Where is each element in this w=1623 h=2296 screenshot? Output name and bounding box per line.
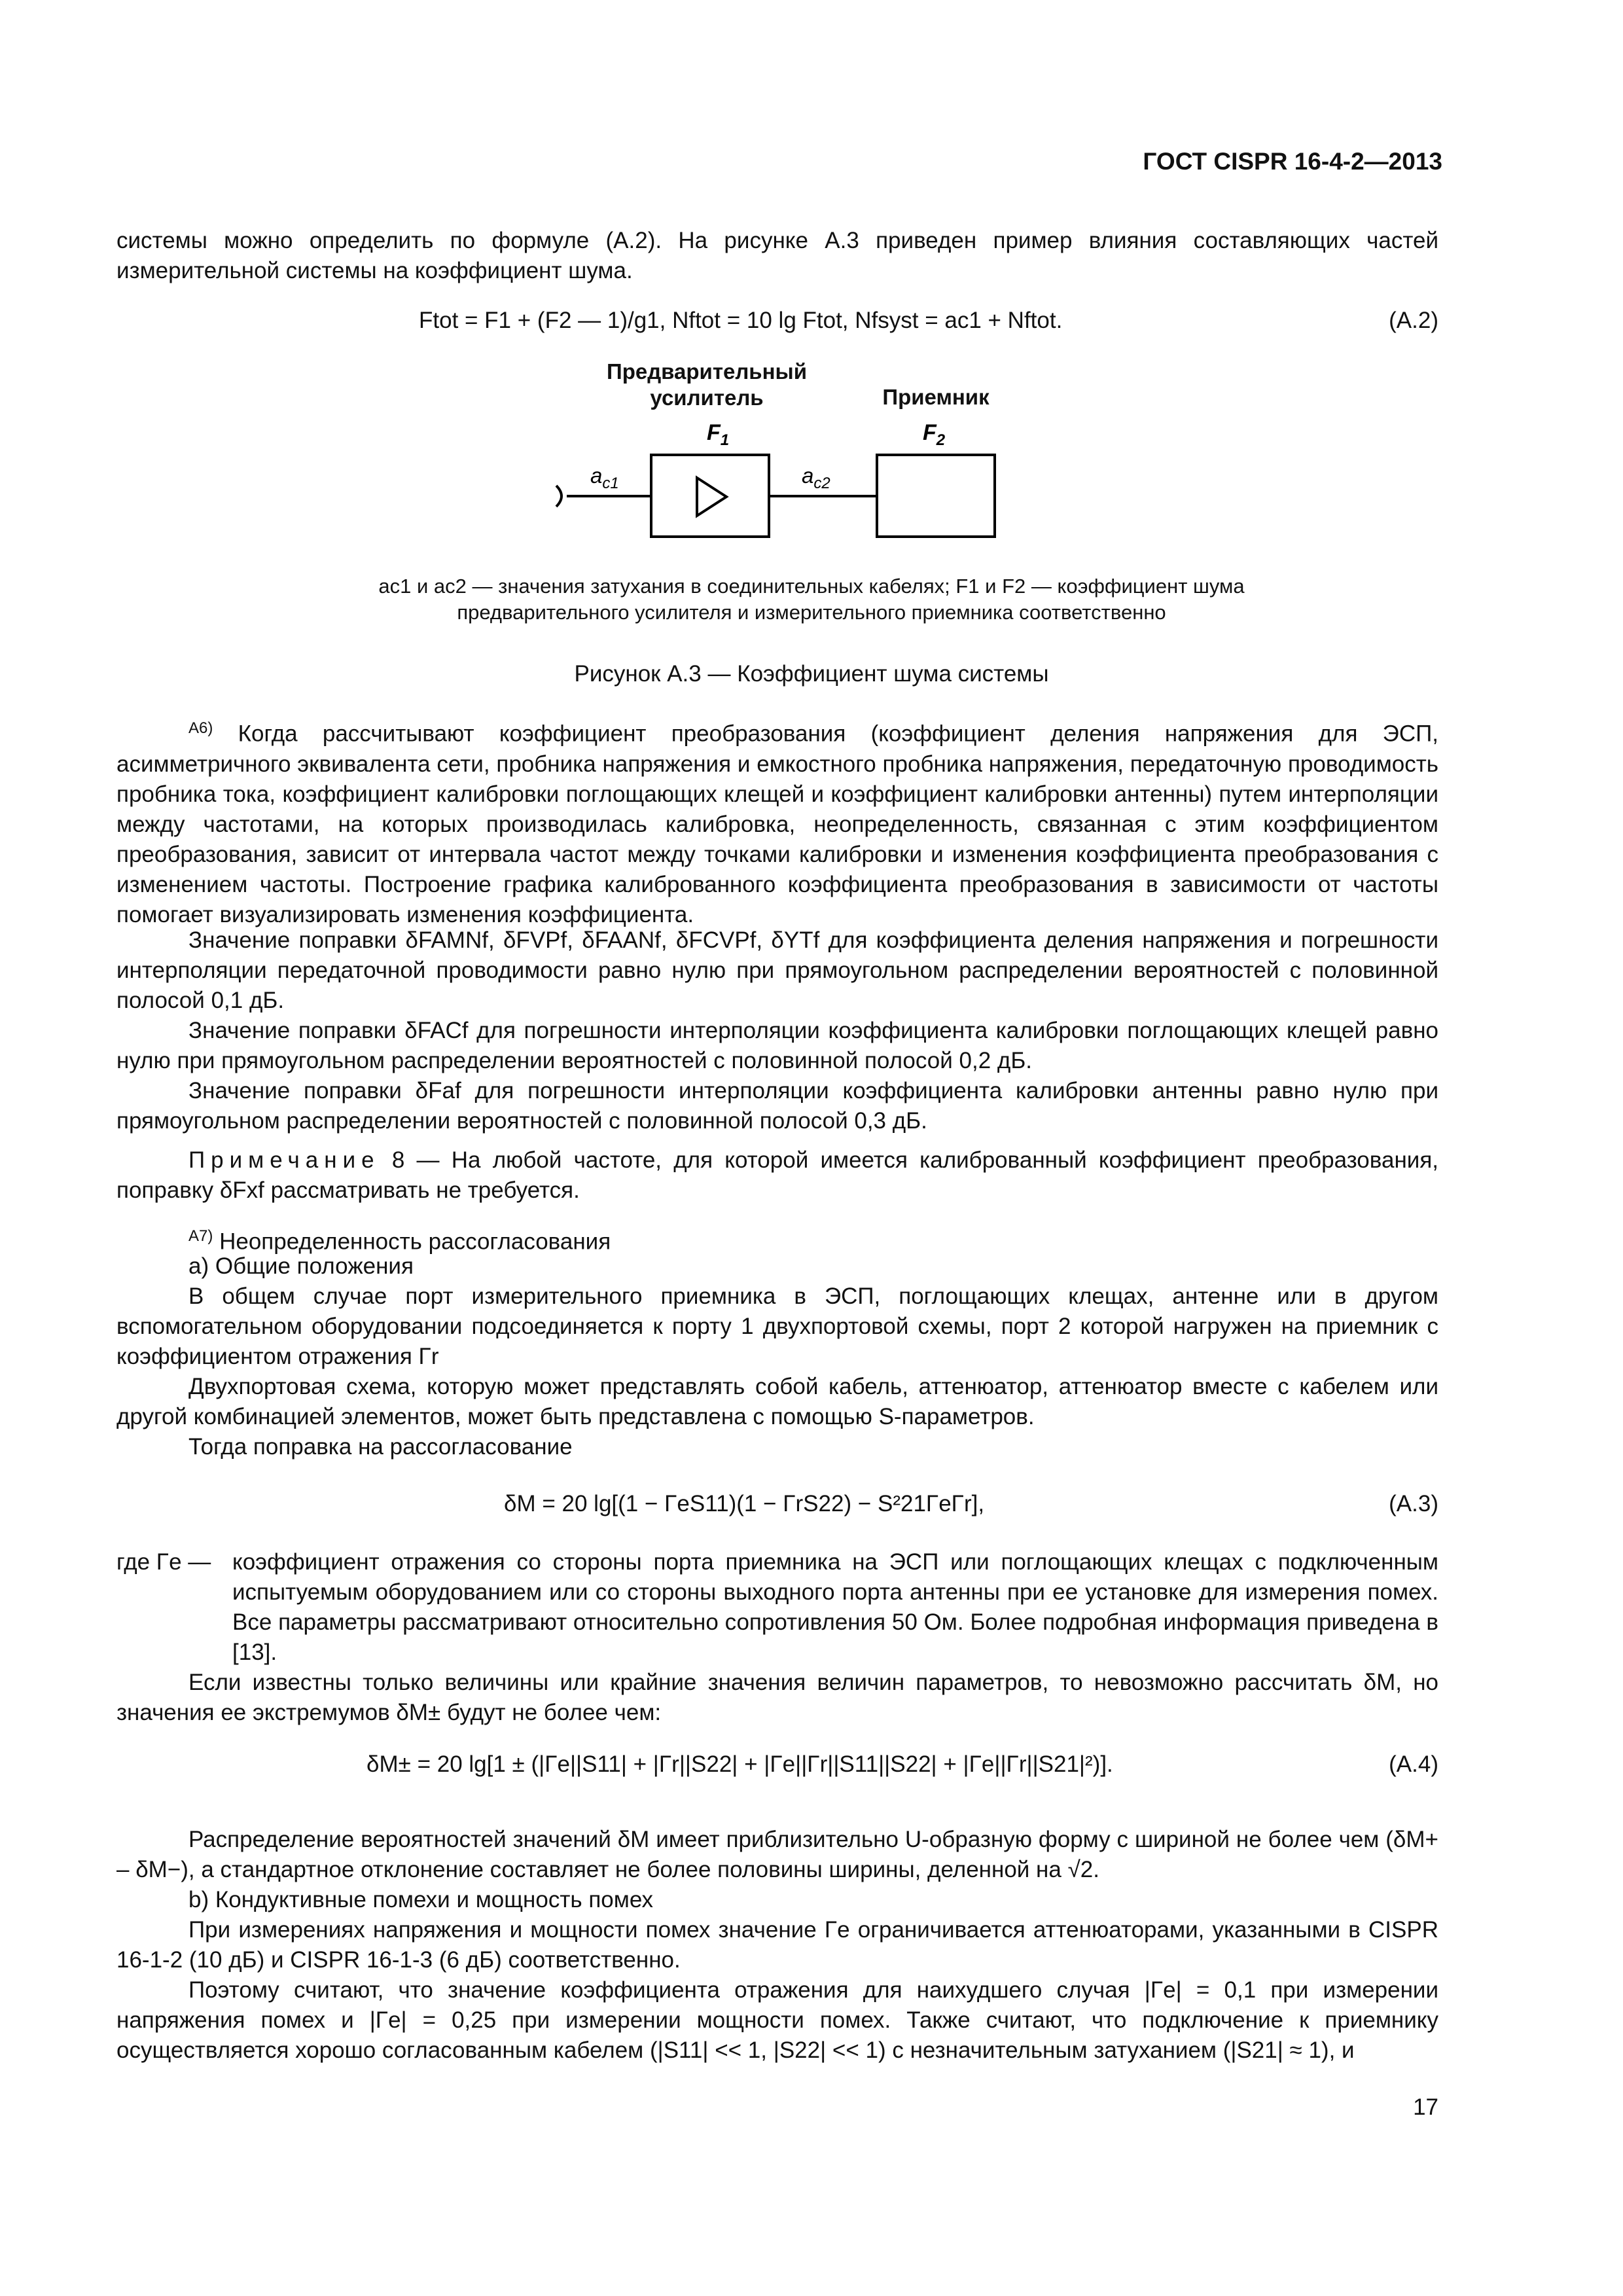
subsection-a-title: а) Общие положения [188,1253,414,1279]
a6-text: Когда рассчитывают коэффициент преобразования (коэффициент деления напряжения для ЭСП, асимметричного эквивалента сети, пробника напряжения и емкостного пробника напряжения, передаточную проводимость пробника тока, коэффициент калибровки поглощающих клещей и коэффициент калибровки антенны) путем интерполяции между частотами, на которых производилась калибровка, неопределенность, связанная с этим коэффициентом преобразования, зависит от интервала частот между точками калибровки и изменения коэффициента преобразования с изменением частоты. Построение графика калиброванного коэффициента преобразования в зависимости от частоты помогает визуализировать изменения коэффициента. [116,721,1438,927]
a6-marker: А6) [188,719,213,737]
equation-a4-number: (А.4) [1389,1751,1438,1777]
where-lead: где Γe — [116,1549,211,1575]
page-number: 17 [1413,2094,1438,2120]
a7-paragraph-3: Тогда поправка на рассогласование [188,1434,573,1460]
a6-paragraph-4: Значение поправки δFaf для погрешности интерполяции коэффициента калибровки антенны равно нулю при прямоугольном распределении вероятностей с половинной полосой 0,3 дБ. [116,1078,1438,1134]
note-text: 8 — На любой частоте, для которой имеется калиброванный коэффициент преобразования, поправку δFxf рассматривать не требуется. [116,1147,1438,1203]
section-b-paragraph-1: При измерениях напряжения и мощности помех значение Γe ограничивается аттенюаторами, указанными в CISPR 16-1-2 (10 дБ) и CISPR 16-1-3 (6 дБ) соответственно. [116,1917,1438,1973]
block-diagram [543,412,1041,543]
preamp-block [651,455,769,537]
figure-caption-line2: предварительного усилителя и измерительного приемника соответственно [457,601,1166,624]
a7-marker: А7) [188,1227,213,1245]
figure-title: Рисунок А.3 — Коэффициент шума системы [574,661,1049,687]
equation-a2: Ftot = F1 + (F2 — 1)/g1, Nftot = 10 lg Ftot, Nfsyst = ac1 + Nftot. [419,308,1063,333]
where-definition: коэффициент отражения со стороны порта приемника на ЭСП или поглощающих клещах с подключенным испытуемым оборудованием или со стороны выходного порта антенны при ее установке для измерения помех. Все параметры рассматривают относительно сопротивления 50 Ом. Более подробная информация приведена в [13]. [232,1549,1438,1665]
note-8 [116,1145,1438,1206]
preamp-label-line1: Предварительный [607,359,807,384]
a7-paragraph-2: Двухпортовая схема, которую может представлять собой кабель, аттенюатор, аттенюатор вместе с кабелем или другой комбинацией элементов, может быть представлена с помощью S-параметров. [116,1374,1438,1429]
section-b-paragraph-2: Поэтому считают, что значение коэффициента отражения для наихудшего случая |Γe| = 0,1 при измерении напряжения помех и |Γe| = 0,25 при измерении мощности помех. Также считают, что подключение к приемнику осуществляется хорошо согласованным кабелем (|S11| << 1, |S22| << 1) с незначительным затуханием (|S21| ≈ 1), и [116,1977,1438,2063]
a7-paragraph-1: В общем случае порт измерительного приемника в ЭСП, поглощающих клещах, антенне или в другом вспомогательном оборудовании подсоединяется к порту 1 двухпортовой схемы, порт 2 которой нагружен на приемник с коэффициентом отражения Γr [116,1283,1438,1369]
preamp-label-line2: усилитель [650,386,764,410]
ac2-label: $a_{c2}$ [802,463,830,492]
a7-title: Неопределенность рассогласования [219,1229,611,1255]
preamp-label [589,359,825,411]
extremes-paragraph: Если известны только величины или крайние значения величин параметров, то невозможно рассчитать δM, но значения ее экстремумов δM± будут не более чем: [116,1670,1438,1725]
intro-paragraph: системы можно определить по формуле (А.2). На рисунке А.3 приведен пример влияния составляющих частей измерительной системы на коэффициент шума. [116,228,1438,283]
distribution-paragraph: Распределение вероятностей значений δM имеет приблизительно U-образную форму с шириной не более чем (δM+ – δM−), а стандартное отклонение составляет не более половины ширины, деленной на √2. [116,1827,1438,1882]
receiver-label: Приемник [882,385,990,409]
receiver-block [877,455,995,537]
figure-caption-line1: ac1 и ac2 — значения затухания в соединительных кабелях; F1 и F2 — коэффициент шума [378,575,1245,598]
equation-a2-number: (А.2) [1389,308,1438,333]
f1-label: $F_1$ [707,420,730,449]
subsection-b-title: b) Кондуктивные помехи и мощность помех [188,1887,654,1912]
a6-paragraph-3: Значение поправки δFACf для погрешности интерполяции коэффициента калибровки поглощающих клещей равно нулю при прямоугольном распределении вероятностей с половинной полосой 0,2 дБ. [116,1018,1438,1073]
equation-a4: δM± = 20 lg[1 ± (|Γe||S11| + |Γr||S22| + |Γe||Γr||S11||S22| + |Γe||Γr||S21|²)]. [366,1751,1113,1777]
note-label: Примечание [188,1147,380,1173]
document-header: ГОСТ CISPR 16-4-2—2013 [1143,148,1442,175]
ac1-label: $a_{c1}$ [590,463,619,492]
f2-label: $F_2$ [923,420,946,449]
a6-paragraph [116,713,1438,930]
a6-paragraph-2: Значение поправки δFAMNf, δFVPf, δFAANf, δFCVPf, δYTf для коэффициента деления напряжения и погрешности интерполяции передаточной проводимости равно нулю при прямоугольном распределении вероятностей с половинной полосой 0,1 дБ. [116,927,1438,1013]
equation-a3-number: (А.3) [1389,1491,1438,1516]
equation-a3: δM = 20 lg[(1 − ΓeS11)(1 − ΓrS22) − S²21ΓeΓr], [504,1491,985,1516]
input-connector-icon [556,486,562,507]
